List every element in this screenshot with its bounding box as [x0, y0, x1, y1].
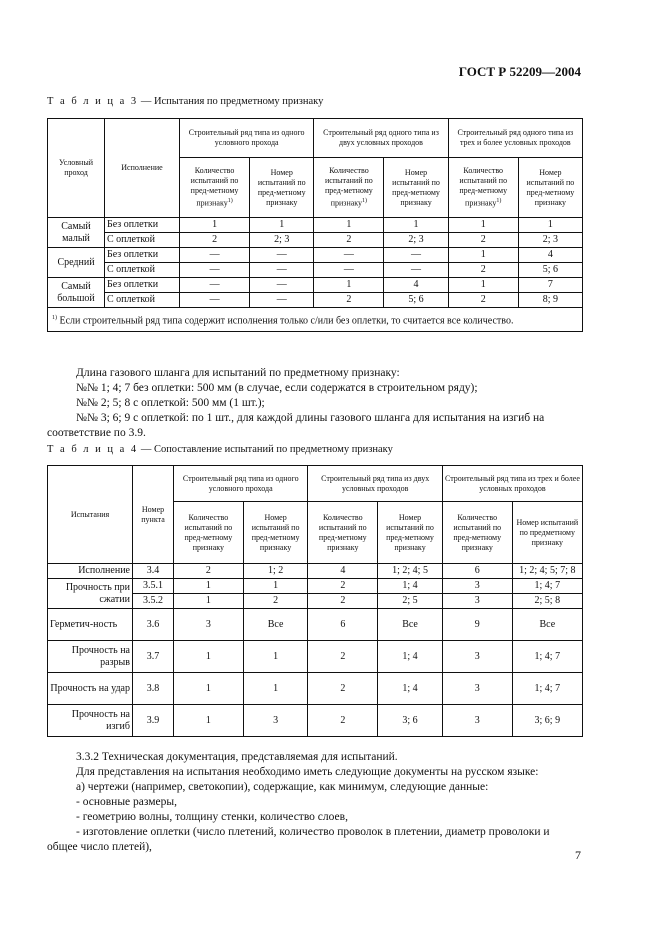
- cell: —: [180, 278, 250, 293]
- cell: 4: [384, 278, 448, 293]
- cell: 2; 3: [518, 233, 582, 248]
- cell: 1; 2; 4; 5: [378, 564, 443, 579]
- row-test: Прочность при сжатии: [48, 579, 133, 609]
- paragraph-hose-length: Длина газового шланга для испытаний по предметному признаку: №№ 1; 4; 7 без оплетки: 500 мм (в случае, если содержатся в строительном ряду); №№ 2; 5; 8 с оплеткой: 500 мм (1 шт.); №№ 3; 6; 9 с оплеткой: по 1 шт., для каждой длины газового шланга для испытания на изгиб на соответствие по 3.9.: [47, 367, 545, 439]
- header-num: Номер испытаний по предметному признаку: [512, 502, 582, 564]
- cell: 3: [442, 579, 512, 594]
- cell: 1: [174, 673, 244, 705]
- header-group-2: Строительный ряд типа из двух условных проходов: [308, 466, 442, 502]
- cell: 8; 9: [518, 293, 582, 308]
- cell: —: [314, 263, 384, 278]
- row-test: Прочность на разрыв: [48, 641, 133, 673]
- header-qty: Количество испытаний по пред-метному признаку: [442, 502, 512, 564]
- cell: 1: [448, 218, 518, 233]
- cell: —: [250, 248, 314, 263]
- cell: 3: [442, 641, 512, 673]
- row-test: Прочность на изгиб: [48, 705, 133, 737]
- row-item: 3.5.1: [133, 579, 174, 594]
- cell: 2: [448, 263, 518, 278]
- cell: 1: [180, 218, 250, 233]
- page-number: 7: [575, 848, 581, 862]
- cell: —: [384, 263, 448, 278]
- cell: 3: [442, 673, 512, 705]
- row-item: 3.9: [133, 705, 174, 737]
- header-num: Номер испытаний по пред-метному признаку: [243, 502, 308, 564]
- header-num: Номер испытаний по пред-метному признаку: [384, 158, 448, 218]
- header-group-2: Строительный ряд одного типа из двух условных проходов: [314, 119, 448, 158]
- cell: 1: [174, 594, 244, 609]
- cell: 2: [308, 705, 378, 737]
- cell: —: [250, 293, 314, 308]
- cell: 2: [308, 579, 378, 594]
- cell: 3; 6; 9: [512, 705, 582, 737]
- row-item: 3.7: [133, 641, 174, 673]
- cell: 2: [174, 564, 244, 579]
- cell: 1: [384, 218, 448, 233]
- cell: 2; 5; 8: [512, 594, 582, 609]
- cell: 1: [250, 218, 314, 233]
- cell: 1; 4; 7: [512, 641, 582, 673]
- cell: 1; 4; 7: [512, 673, 582, 705]
- cell: 1: [243, 641, 308, 673]
- cell: 1: [174, 641, 244, 673]
- header-num: Номер испытаний по пред-метному признаку: [518, 158, 582, 218]
- cell: 9: [442, 609, 512, 641]
- header-execution: Исполнение: [105, 119, 180, 218]
- cell: 1: [314, 278, 384, 293]
- row-size: Самый малый: [48, 218, 105, 248]
- header-num: Номер испытаний по пред-метному признаку: [378, 502, 443, 564]
- cell: Все: [378, 609, 443, 641]
- cell: 2; 3: [384, 233, 448, 248]
- cell: 4: [308, 564, 378, 579]
- cell: 5; 6: [518, 263, 582, 278]
- cell: —: [180, 263, 250, 278]
- cell: 1: [174, 579, 244, 594]
- cell: 1; 4; 7: [512, 579, 582, 594]
- cell: 3; 6: [378, 705, 443, 737]
- row-size: Самый большой: [48, 278, 105, 308]
- header-qty: Количество испытаний по пред-метному признаку: [308, 502, 378, 564]
- cell: 1; 2; 4; 5; 7; 8: [512, 564, 582, 579]
- cell: 6: [308, 609, 378, 641]
- cell: 1: [243, 673, 308, 705]
- cell: 1: [243, 579, 308, 594]
- row-size: Средний: [48, 248, 105, 278]
- cell: 1: [448, 278, 518, 293]
- header-group-1: Строительный ряд типа из одного условного прохода: [174, 466, 308, 502]
- header-qty: Количество испытаний по пред-метному признаку$^{1)}$: [448, 158, 518, 218]
- row-test: Герметич-ность: [48, 609, 133, 641]
- row-execution: С оплеткой: [105, 263, 180, 278]
- header-group-3: Строительный ряд типа из трех и более условных проходов: [442, 466, 582, 502]
- row-execution: Без оплетки: [105, 218, 180, 233]
- header-group-3: Строительный ряд одного типа из трех и более условных проходов: [448, 119, 582, 158]
- header-qty: Количество испытаний по пред-метному признаку: [174, 502, 244, 564]
- row-item: 3.4: [133, 564, 174, 579]
- table4-caption: Т а б л и ц а 4 — Сопоставление испытаний по предметному признаку: [47, 444, 393, 455]
- cell: 2: [314, 233, 384, 248]
- header-group-1: Строительный ряд типа из одного условного прохода: [180, 119, 314, 158]
- cell: 2: [308, 641, 378, 673]
- header-size: Условный проход: [48, 119, 105, 218]
- cell: 1; 4: [378, 673, 443, 705]
- table-4: [47, 465, 583, 737]
- row-test: Исполнение: [48, 564, 133, 579]
- paragraph-documentation: 3.3.2 Техническая документация, представляемая для испытаний. Для представления на испытания необходимо иметь следующие документы на русском языке: а) чертежи (например, светокопии), содержащие, как минимум, следующие данные: - основные размеры, - геометрию волны, толщину стенки, количество слоев, - изготовление оплетки (число плетений, количество проволок в плетении, диаметр проволоки и общее число плетей),: [47, 751, 550, 853]
- row-item: 3.8: [133, 673, 174, 705]
- cell: —: [180, 248, 250, 263]
- cell: Все: [512, 609, 582, 641]
- header-item: Номер пункта: [133, 466, 174, 564]
- cell: 2: [180, 233, 250, 248]
- table-3: [47, 118, 583, 332]
- row-execution: С оплеткой: [105, 233, 180, 248]
- cell: 3: [442, 705, 512, 737]
- cell: 5; 6: [384, 293, 448, 308]
- cell: 6: [442, 564, 512, 579]
- cell: 2: [448, 293, 518, 308]
- cell: 1; 2: [243, 564, 308, 579]
- cell: 1; 4: [378, 579, 443, 594]
- cell: 1: [518, 218, 582, 233]
- cell: 2: [308, 673, 378, 705]
- cell: 2: [314, 293, 384, 308]
- cell: 7: [518, 278, 582, 293]
- table3-caption: Т а б л и ц а 3 — Испытания по предметному признаку: [47, 96, 324, 107]
- row-execution: С оплеткой: [105, 293, 180, 308]
- header-test: Испытания: [48, 466, 133, 564]
- cell: —: [384, 248, 448, 263]
- cell: —: [314, 248, 384, 263]
- header-qty: Количество испытаний по пред-метному признаку$^{1)}$: [180, 158, 250, 218]
- cell: 3: [243, 705, 308, 737]
- row-execution: Без оплетки: [105, 278, 180, 293]
- row-execution: Без оплетки: [105, 248, 180, 263]
- cell: 2; 3: [250, 233, 314, 248]
- table3-footnote: $^{1)}$ Если строительный ряд типа содержит исполнения только с/или без оплетки, то считается все количество.: [48, 308, 583, 332]
- header-num: Номер испытаний по пред-метному признаку: [250, 158, 314, 218]
- cell: 3: [442, 594, 512, 609]
- cell: 1: [174, 705, 244, 737]
- row-item: 3.6: [133, 609, 174, 641]
- cell: —: [250, 278, 314, 293]
- cell: —: [250, 263, 314, 278]
- cell: 4: [518, 248, 582, 263]
- header-qty: Количество испытаний по пред-метному признаку$^{1)}$: [314, 158, 384, 218]
- row-test: Прочность на удар: [48, 673, 133, 705]
- cell: 2; 5: [378, 594, 443, 609]
- cell: 1; 4: [378, 641, 443, 673]
- cell: —: [180, 293, 250, 308]
- cell: 1: [314, 218, 384, 233]
- cell: 2: [243, 594, 308, 609]
- row-item: 3.5.2: [133, 594, 174, 609]
- cell: 3: [174, 609, 244, 641]
- cell: Все: [243, 609, 308, 641]
- document-header: ГОСТ Р 52209—2004: [458, 64, 581, 79]
- cell: 2: [448, 233, 518, 248]
- cell: 1: [448, 248, 518, 263]
- cell: 2: [308, 594, 378, 609]
